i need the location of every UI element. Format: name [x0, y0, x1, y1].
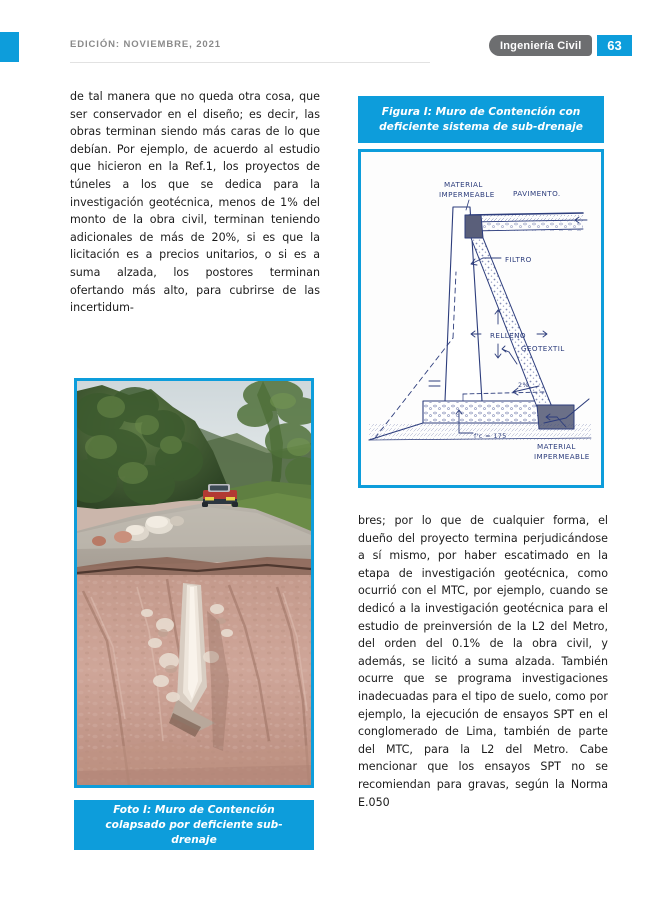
paragraph-left: de tal manera que no queda otra cosa, que ser conservador en el diseño; es decir, las obras terminan siendo más caras de lo que debían. Por ejemplo, de acuerdo al estudio que hicieron en la Ref.1, los proyectos de túneles a los que se dedica para la investigación geotécnica, menos de 1% del monto de la obra civil, terminan teniendo adicionales de más de 20%, si es que la licitación es a precios unitarios, o si es a suma alzada, los postores terminan ofertando más alto, para cubrirse de las incertidum- — [70, 90, 320, 315]
body-column-left — [70, 88, 320, 317]
body-column-right — [358, 512, 608, 811]
label-material-impermeable-top-2: IMPERMEABLE — [439, 190, 495, 199]
label-pavimento: PAVIMENTO. — [513, 189, 561, 198]
paragraph-right: bres; por lo que de cualquier forma, el dueño del proyecto termina perjudicándose a sí mismo, por haber escatimado en la etapa de investigación geotécnica, como ocurrió con el MTC, por ejemplo, cuando se dedicó a la investigación geotécnica para el estudio de preinversión de la L2 del Metro, del orden del 0.1% de la obra civil, y además, se licitó a suma alzada. También ocurre que se programa investigaciones inadecuadas para el tipo de suelo, como por ejemplo, la ejecución de ensayos SPT en el conglomerado de Lima, también de parte del MTC, para la L2 del Metro. Cabe mencionar que los ensayos SPT no se recomiendan para gravas, según la Norma E.050 — [358, 514, 608, 809]
label-material-impermeable-bottom-2: IMPERMEABLE — [534, 452, 590, 461]
label-geotextil: GEOTEXTIL — [521, 344, 565, 353]
section-rubric: Ingeniería Civil — [489, 35, 592, 56]
figure-1-image — [358, 149, 604, 488]
edition-label: EDICIÓN: NOVIEMBRE, 2021 — [70, 39, 221, 50]
label-filtro: FILTRO — [505, 255, 532, 264]
label-slope: 2% — [518, 381, 529, 389]
header-divider — [70, 62, 430, 63]
page-accent-tab — [0, 32, 19, 62]
photo-1-caption: Foto I: Muro de Contención colapsado por deficiente sub-drenaje — [74, 800, 314, 850]
label-relleno: RELLENO — [490, 331, 526, 340]
photo-1-image — [74, 378, 314, 788]
figure-1-caption: Figura I: Muro de Contención con deficiente sistema de sub-drenaje — [358, 96, 604, 143]
label-concrete: f'c = 175 — [474, 432, 507, 440]
label-material-impermeable-bottom: MATERIAL — [537, 442, 576, 451]
label-material-impermeable-top: MATERIAL — [444, 180, 483, 189]
page-number: 63 — [597, 35, 632, 56]
